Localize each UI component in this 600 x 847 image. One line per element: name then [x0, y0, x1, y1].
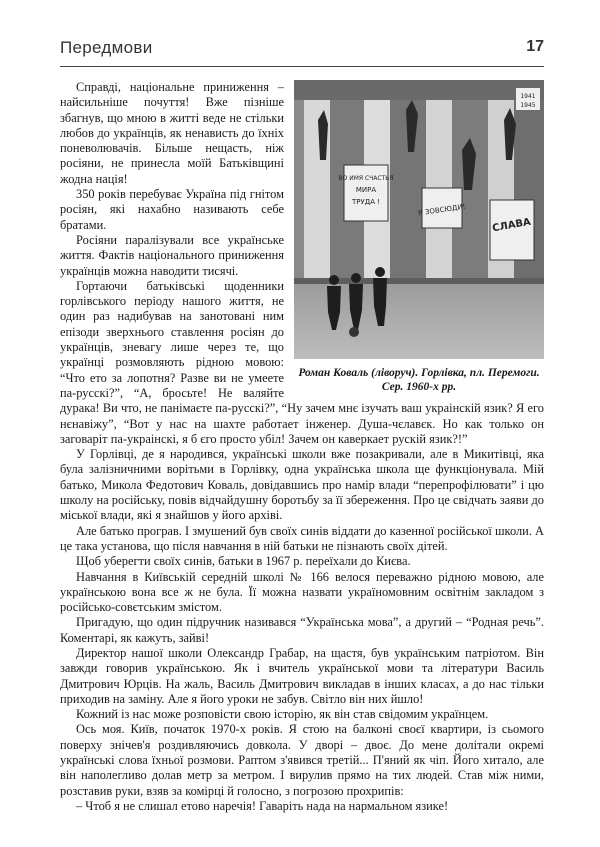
section-title: Передмови	[60, 38, 153, 57]
photo-figure	[294, 80, 544, 394]
poster-text-3: СЛАВА	[491, 216, 532, 235]
paragraph: Справді, національне приниження – найсильніше почуття! Вже пізніше збагнув, що мною в житті веде не стільки любов до українців, як ненависть до їхніх поневолювачів. Більше нещасть, ніж росіяни, не принесла моїй Батьківщині жодна нація!	[60, 80, 284, 186]
paragraph: Навчання в Київській середній школі № 166 велося переважно рідною мовою, але українською вона все ж не була. Її можна назвати україномовним освітнім закладом з російсько-совєтським змістом.	[60, 569, 544, 615]
svg-text:1945: 1945	[520, 102, 536, 109]
paragraph: Щоб уберегти своїх синів, батьки в 1967 р. переїхали до Києва.	[76, 554, 411, 569]
paragraph: Ось моя. Київ, початок 1970-х років. Я стою на балконі своєї квартири, із сьомого поверху знічев'я роздивляючись довкола. У дворі – двоє. До мене долітали окремі українські слова їхньої розмови. Раптом з'явився третій... П'яний як чіп. Його хитало, але він наполегливо долав метр за метром. І вирулив прямо на тих людей. Став між ними, розставив руки, взяв за комірці й голосно, з погрозою прохрипів:	[60, 722, 544, 798]
paragraph: Пригадую, що один підручник називався “Українська мова”, а другий – “Родная речь”. Коментарі, як кажуть, зайві!	[60, 615, 544, 645]
paragraph: Кожний із нас може розповісти свою історію, як він став свідомим українцем.	[76, 707, 489, 722]
page-header	[60, 36, 544, 67]
poster-text-1: ВО ИМЯ СЧАСТЬЯ	[338, 175, 394, 182]
paragraph: – Чтоб я не слишал етово наречія! Гаваріть нада на нармальном язике!	[76, 798, 449, 813]
paragraph: 350 років перебуває Україна під гнітом росіян, які нахабно називають себе братами.	[60, 187, 284, 232]
article-body	[60, 80, 544, 814]
photo-caption: Роман Коваль (ліворуч). Горлівка, пл. Перемоги. Сер. 1960-х рр.	[298, 367, 540, 393]
svg-text:1941: 1941	[520, 93, 536, 100]
paragraph: Але батько програв. І змушений був своїх синів віддати до казенної російської школи. А це така установа, що після навчання в ній батьки не пізнають своїх дітей.	[60, 523, 544, 553]
svg-text:МИРА: МИРА	[355, 186, 377, 194]
paragraph: Директор нашої школи Олександр Грабар, на щастя, був українським патріотом. Він завжди говорив українською. Як і вчитель української мови та літератури Василь Дмитрович Юрців. На жаль, Василь Дмитрович викладав в інших класах, а до нас тільки приходив на заміну. Але я його уроки не забув. Світло він них йшло!	[60, 645, 544, 706]
poster-text-2: Я ЗОВСЮДИ!	[417, 202, 466, 218]
paragraph: Росіяни паралізували все українське життя. Фактів національного приниження українців можна наводити тисячі.	[60, 232, 284, 278]
page-number: 17	[526, 38, 544, 55]
svg-text:ТРУДА !: ТРУДА !	[351, 198, 381, 206]
historic-photo	[294, 80, 544, 359]
paragraph: Гортаючи батьківські щоденники горлівського періоду нашого життя, не один раз надибував на занотовані ним епізоди зверхнього ставлення росіян до українців, зневагу лише через те, що українці розмовляють рідною мовою: “Что ето за лопотня? Разве ви не умеете па-русскі?”, “А, бросьте! Не валяйте дурака! Ви что, не панімаєте па-русскі?”, “Ну зачем мнє ізучать ваш украінскій язик? Я его нєнавіжу”, “Вот у нас на шахте работает інженер. Душа-чєлавєк. Но как только он заговаріт па-украінскі, я б єго просто убіл! Зачем он каверкает рускій язик?!”	[60, 278, 544, 446]
paragraph: У Горлівці, де я народився, українські школи вже позакривали, але в Микитівці, яка була залізничними ворітьми в Горлівку, одна українська школа ще функціонувала. Мій батько, Микола Федотович Коваль, довідавшись про намір влади “перепрофілювати” і цю школу на російську, повів відчайдушну боротьбу за її збереження. Про це свідчать заяви до міської влади, які я знайшов у його архіві.	[60, 447, 544, 523]
